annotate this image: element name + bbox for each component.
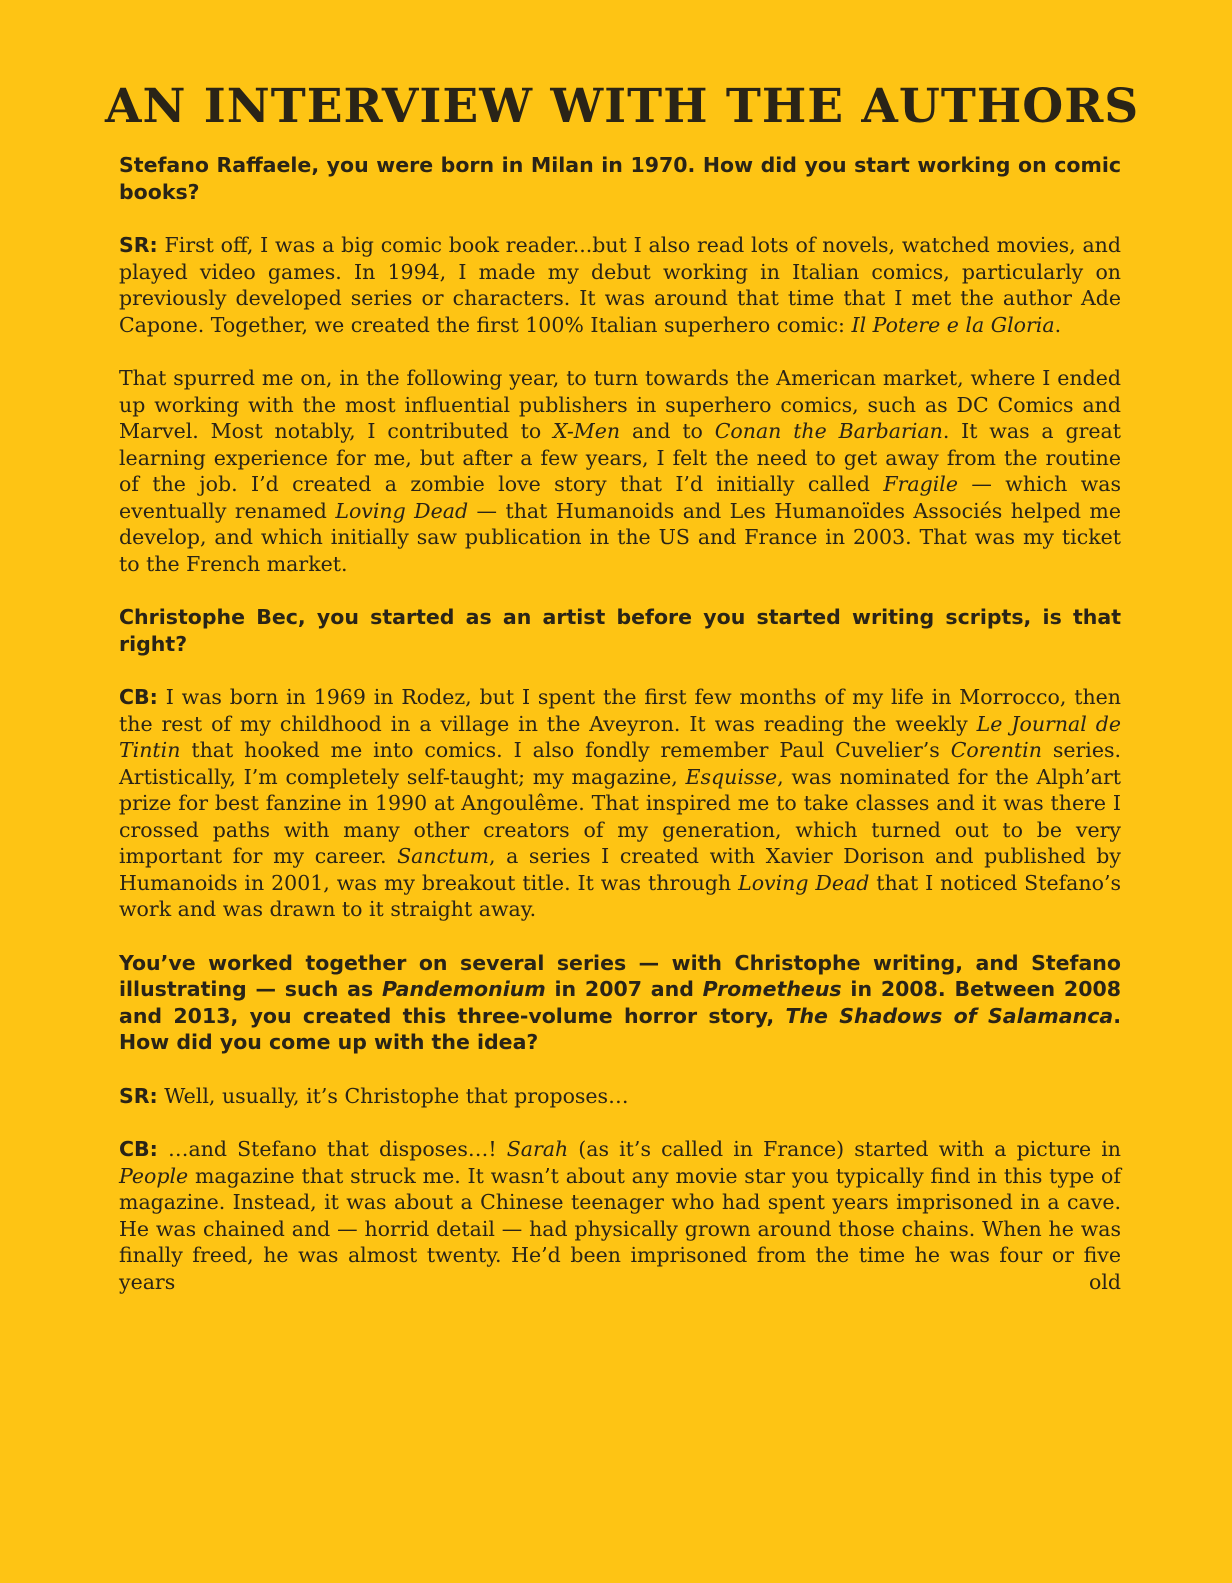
italic-title: Il Potere e la Gloria <box>851 312 1055 337</box>
question-3 <box>119 950 1121 1056</box>
answer-text: series. Artistically, I’m completely self-taught; my magazine, <box>119 738 1121 789</box>
italic-title: Prometheus <box>702 977 842 1001</box>
question-1: Stefano Raffaele, you were born in Milan in 1970. How did you start working on comic books? <box>119 153 1121 204</box>
answer-text: , a series I created with Xavier Dorison and published by Humanoids in 2001, was my breakout title. It was through <box>119 844 1121 895</box>
speaker-label: CB: <box>119 685 158 709</box>
speaker-label: SR: <box>119 233 158 257</box>
answer-2 <box>119 365 1121 577</box>
italic-title: Loving Dead <box>738 870 870 895</box>
italic-title: The Shadows of Salamanca <box>785 1003 1114 1028</box>
italic-title: Pandemonium <box>381 977 546 1001</box>
answer-text: . It was a great learning experience for me, but after a few years, I felt the need to get away from the routine of the job. I’d created a zombie love story that I’d initially called <box>119 419 1121 496</box>
answer-3 <box>119 684 1121 923</box>
answer-text: , was nominated for the Alph’art prize for best fanzine in 1990 at Angoulême. That inspired me to take classes and it was there I crossed paths with many other creators of my generation, which turned out to be very important for my career. <box>119 764 1121 868</box>
answer-text: That spurred me on, in the following year, to turn towards the American market, where I ended up working with the most influential publishers in superhero comics, such as DC Comics and Marvel. Most notably, I contributed to <box>119 366 1121 443</box>
answer-text: that hooked me into comics. I also fondly remember Paul Cuvelier’s <box>180 738 951 762</box>
speaker-label: SR: <box>119 1083 158 1108</box>
answer-text: — which was eventually renamed <box>119 472 1121 523</box>
answer-4 <box>119 1083 1121 1110</box>
italic-title: Conan the Barbarian <box>714 419 943 443</box>
answer-text: and to <box>620 419 715 443</box>
italic-title: People <box>119 1163 189 1188</box>
answer-text: I was born in 1969 in Rodez, but I spent the first few months of my life in Morrocco, then the rest of my childhood in a village in the Aveyron. It was reading the weekly <box>119 685 1121 736</box>
question-text: You’ve worked together on several series — with Christophe writing, and Stefano illustrating — such as <box>119 950 1121 1001</box>
italic-title: X-Men <box>553 419 621 443</box>
answer-5 <box>119 1136 1121 1295</box>
answer-text: magazine that struck me. It wasn’t about any movie star you typically find in this type of magazine. Instead, it was about a Chinese teenager who had spent years imprisoned in a cave. He was chained and — horrid detail — had physically grown around those chains. When he was finally freed, he was almost twenty. He’d been imprisoned from the time he was four or five years old <box>119 1163 1121 1294</box>
question-text: in 2008. Between 2008 and 2013, you created this three-volume horror story, <box>119 977 1121 1028</box>
answer-text: Well, usually, it’s Christophe that proposes… <box>157 1083 629 1108</box>
italic-title: Sarah <box>506 1137 569 1161</box>
question-text: in 2007 and <box>545 977 703 1001</box>
answer-1 <box>119 232 1121 338</box>
italic-title: Sanctum <box>397 844 489 868</box>
interview-page <box>105 78 1140 1322</box>
answer-text: — that Humanoids and Les Humanoïdes Associés helped me develop, and which initially saw publication in the US and France in 2003. That was my ticket to the French market. <box>119 498 1121 576</box>
answer-text: …and Stefano that disposes…! <box>157 1137 507 1161</box>
italic-title: Esquisse <box>685 764 778 789</box>
answer-text: First off, I was a big comic book reader...but I also read lots of novels, watched movies, and played video games. In 1994, I made my debut working in Italian comics, particularly on previously developed series or characters. It was around that time that I met the author Ade Capone. Together, we created the first 100% Italian superhero comic: <box>119 233 1121 337</box>
italic-title: Fragile <box>883 472 958 496</box>
answer-text: that I noticed Stefano’s work and was drawn to it straight away. <box>119 870 1121 921</box>
speaker-label: CB: <box>119 1137 158 1161</box>
question-2: Christophe Bec, you started as an artist before you started writing scripts, is that right? <box>119 605 1121 656</box>
answer-text: . <box>1054 312 1062 337</box>
italic-title: Corentin <box>950 738 1042 762</box>
page-title: AN INTERVIEW WITH THE AUTHORS <box>105 79 1140 134</box>
italic-title: Loving Dead <box>335 498 469 523</box>
question-text: . How did you come up with the idea? <box>119 1003 1122 1054</box>
answer-text: (as it’s called in France) started with a picture in <box>568 1137 1121 1161</box>
italic-title: Le Journal de Tintin <box>119 711 1121 762</box>
